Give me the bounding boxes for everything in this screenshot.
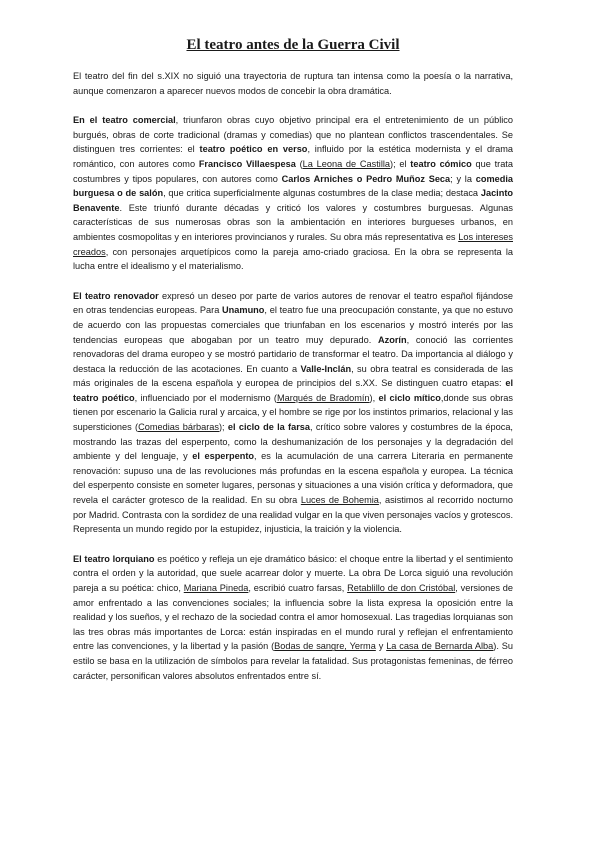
author-villaespesa: Francisco Villaespesa [198,158,296,169]
work-marques-de-bradomin: Marqués de Bradomín [277,392,370,403]
intro-paragraph [73,69,513,98]
text-segment: , influido por la estética modernista y el drama romántico, con autores como [73,144,513,169]
work-los-intereses-creados: Los intereses creados [73,231,513,257]
term-teatro-lorquiano: El teatro lorquiano [73,553,155,564]
text-segment: que trata costumbres y tipos populares, con autores como [73,158,513,184]
text-segment: y [375,641,387,652]
text-segment: , versiones de amor enfrentado a las convenciones sociales; la influencia sobre la lista expresa la oposición entre la realidad y los sueños, y el rechazo de la sociedad contra el amor homosexual. Las tragedias lorquianas son las tres obras más importantes de Lorca: están inspiradas en el mundo rural y reflejan el enfrentamiento entre las convenciones, y la libertad y la pasión ( [73,583,514,652]
text-segment: , influenciado por el modernismo ( [134,392,277,403]
work-la-casa-de-bernarda-alba: La casa de Bernarda Alba [386,641,494,652]
author-arniches: Carlos Arniches [281,173,353,184]
author-azorin: Azorín [377,334,407,345]
text-segment: ,donde sus obras tienen por escenario la Galicia rural y arcaica, y el hombre se rige por los instintos primarios, relacional y las supersticiones ( [73,392,513,433]
author-unamuno: Unamuno [222,305,265,316]
text-segment: , el teatro fue una preocupación constante, ya que no estuvo de acuerdo con las propuestas comerciales que triunfaban en los escenarios y mostró interés por las tendencias europeas que abogaban por un teatro muy depurado. [73,305,513,345]
work-bodas-de-sangre-yerma: Bodas de sangre, Yerma [274,641,376,652]
term-teatro-poetico: el teatro poético [73,378,513,403]
text-segment: , es la acumulación de una carrera Literaria en permanente renovación: supuso una de las revoluciones más profundas en la escena española y europea. La técnica del esperpento consiste en someter lugares, personas y situaciones a una visión crítica y deformadora, que revela el carácter grotesco de la realidad. En su obra [73,451,513,506]
work-comedias-barbaras: Comedias bárbaras [138,422,219,433]
text-segment: expresó un deseo por parte de varios autores de renovar el teatro español fijándose en otras tendencias europeas. Para [73,290,513,316]
term-teatro-poetico-verso: teatro poético en verso [199,144,308,155]
work-la-leona-de-castilla: La Leona de Castilla [302,158,391,169]
term-teatro-renovador: El teatro renovador [73,290,159,301]
text-segment: ( [295,158,303,169]
author-benavente: Jacinto Benavente [73,188,514,213]
paragraph-teatro-lorquiano [73,552,513,683]
text-segment: es poético y refleja un eje dramático básico: el choque entre la libertad y el sentimiento contra el orden y la autoridad, que suele acarrear dolor y muerte. La obra De Lorca siguió una revolución pareja a su poética: chico, [73,553,513,593]
text-segment: ; y la [450,173,476,184]
term-ciclo-farsa: el ciclo de la farsa [227,422,310,433]
document-page [73,36,513,698]
author-valle-inclan: Valle-Inclán [300,363,352,374]
text-segment: , escribió cuatro farsas, [248,583,348,593]
term-teatro-comercial: En el teatro comercial [73,115,176,126]
text-segment: , su obra teatral es considerada de las más originales de la escena española y europea de principios del s.XX. Se distinguen cuatro etapas: [73,363,513,389]
term-ciclo-mitico: el ciclo mítico [378,392,441,403]
paragraph-teatro-comercial [73,113,513,274]
intro-text: El teatro del fin del s.XIX no siguió una trayectoria de ruptura tan intensa como la poesía o la narrativa, aunque comenzaron a aparecer nuevos modos de concebir la obra dramática. [73,71,513,96]
text-segment: ); el [390,158,411,169]
term-comedia-burguesa: comedia burguesa o de salón [73,173,513,199]
text-segment: , crítico sobre valores y costumbres de la época, mostrando las trazas del esperpento, como la deshumanización de los personajes y la degradación del ambiente y del lenguaje, y [73,422,513,462]
text-segment: . Este triunfó durante décadas y criticó los valores y costumbres burguesas. Algunas características de sus numerosas obras son la ambientación en interiores burgueses urbanos, en ambientes cosmopolitas y en interiores provincianos y rurales. Su obra más representativa es [73,202,513,242]
text-segment-bold: o [352,173,367,184]
term-esperpento: el esperpento [192,451,254,462]
term-teatro-comico: teatro cómico [410,158,472,169]
text-segment: ). Su estilo se basa en la utilización de símbolos para revelar la fatalidad. Sus protagonistas femeninas, de férreo carácter, personifican valores absolutos enfrentados entre sí. [73,641,514,681]
text-segment: ); [219,422,228,433]
text-segment: ), [369,392,379,403]
work-luces-de-bohemia: Luces de Bohemia [300,495,379,506]
document-title: El teatro antes de la Guerra Civil [186,37,400,53]
text-segment: , triunfaron obras cuyo objetivo principal era el entretenimiento de un público burgués, obras de corte tradicional (dramas y comedias) que no plantean conflictos trascendentales. Se distinguen tres corrientes: el [73,115,513,155]
paragraph-teatro-renovador [73,289,513,537]
work-mariana-pineda: Mariana Pineda [183,583,249,593]
work-retablillo-don-cristobal: Retablillo de don Cristóbal [347,583,456,593]
text-segment: , que critica superficialmente algunas costumbres de la clase media; destaca [163,188,481,199]
text-segment: , con personajes arquetípicos como la pareja amo-criado graciosa. En la obra se representa la lucha entre el idealismo y el materialismo. [73,246,513,272]
author-munoz-seca: Pedro Muñoz Seca [366,173,451,184]
text-segment: , asistimos al recorrido nocturno por Madrid. Contrasta con la sordidez de una realidad vulgar en la que viven personajes vacíos y grotescos. Representa un mundo regido por la estupidez, injusticia, la traición y la violencia. [73,495,513,535]
text-segment: , conoció las corrientes renovadoras del drama europeo y se mostró partidario de transformar el teatro. Da importancia al diálogo y destaca la reducción de las acotaciones. En cuanto a [73,334,513,374]
